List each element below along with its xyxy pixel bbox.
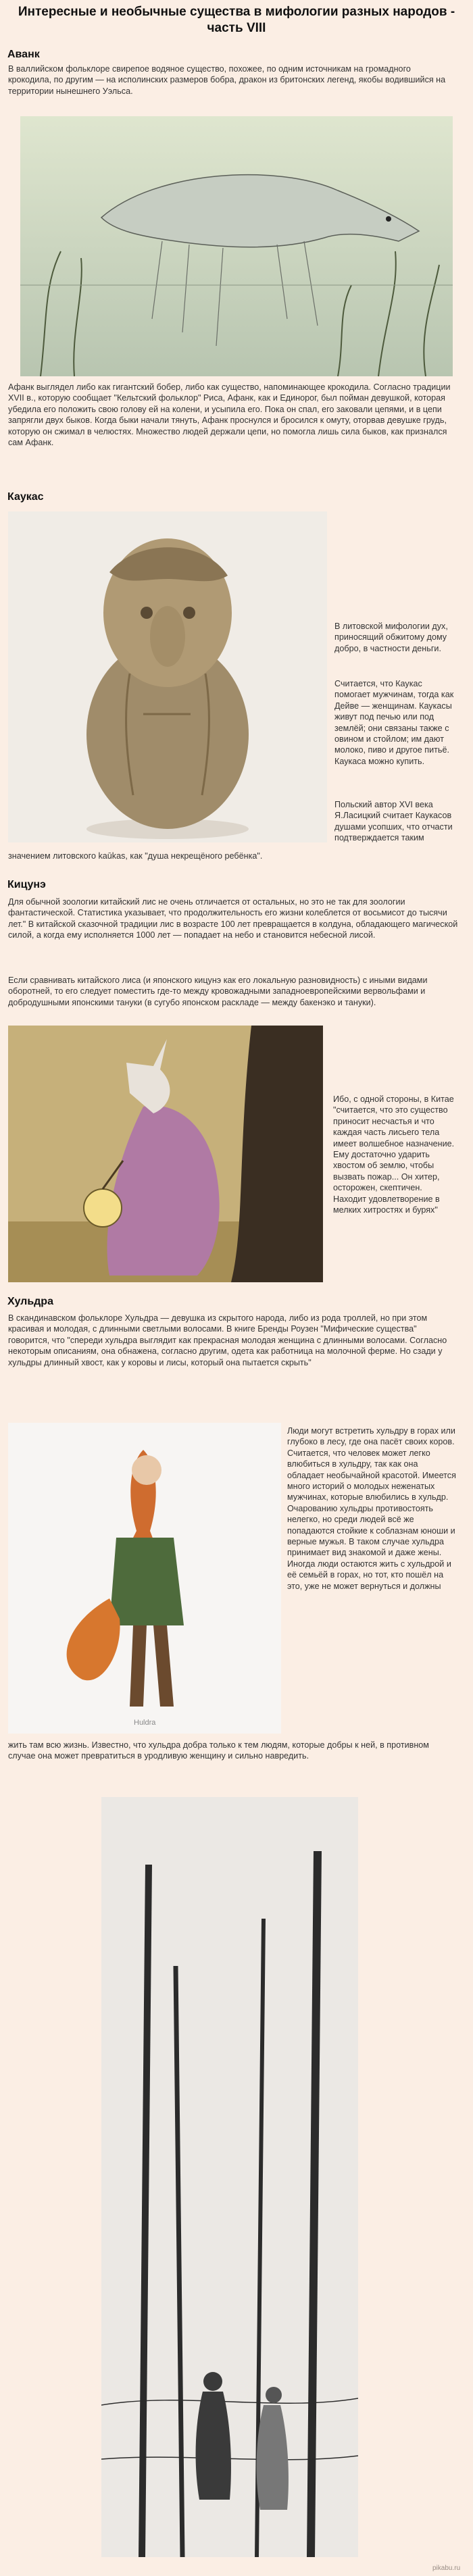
heading-huldra: Хульдра <box>7 1296 53 1307</box>
paragraph: В валлийском фольклоре свирепое водяное существо, похожее, по одним источникам на громадного крокодила, по другим — на исполинских размеров бобра, дракон из бритонских легенд, якобы водившийся на территории нынешнего Уэльса. <box>8 64 446 96</box>
paragraph: Считается, что Каукас помогает мужчинам, тогда как Дейве — женщинам. Каукасы живут под печью или под землёй; они связаны также с овином и стойлом; им дают молоко, пиво и другое питьё. Каукаса можно купить. <box>334 679 454 766</box>
paragraph: Если сравнивать китайского лиса (и японского кицунэ как его локальную разновидность) с иными видами оборотней, то его следует поместить где-то между кровожадными западноевропейскими вервольфами и добродушными японскими тануки (в сугубо японском раскладе — между бакенэко и тануки). <box>8 976 428 1007</box>
article-title: Интересные и необычные существа в мифологии разных народов - часть VIII <box>18 5 455 35</box>
heading-kaukas: Каукас <box>7 491 44 503</box>
heading-kitsune: Кицунэ <box>7 879 46 890</box>
paragraph: В литовской мифологии дух, приносящий обжитому дому добро, в частности деньги. <box>334 622 448 653</box>
kitsune-illustration <box>8 1026 323 1282</box>
avanc-illustration <box>20 116 453 376</box>
figure-caption: Huldra <box>134 1719 156 1727</box>
heading-avanc: Аванк <box>7 49 40 60</box>
paragraph: Польский автор XVI века Я.Ласицкий считает Каукасов душами усопших, что отчасти подтверждается таким <box>334 800 453 843</box>
paragraph: Ибо, с одной стороны, в Китае "считается, что это существо приносит несчастья и что каждая часть лисьего тела имеет волшебное назначение. Ему достаточно ударить хвостом об землю, чтобы вызвать пожар... Он хитер, осторожен, скептичен. Находит удовлетворение в мелких хитростях и бурях" <box>333 1094 455 1215</box>
paragraph: Афанк выглядел либо как гигантский бобер, либо как существо, напоминающее крокодила. Согласно традиции XVII в., которую сообщает "Кельтский фольклор" Риса, Афанк, как и Единорог, был пойман девушкой, которая убедила его положить свою голову ей на колени, и усыпила его. Пока он спал, его заковали цепями, и в цепи запрягли двух быков. Когда быки начали тянуть, Афанк проснулся и бросился к омуту, оторвав девушке грудь, которую он сжимал в челюстях. Множество людей держали цепи, но помогла лишь сила быков, как признался сам Афанк. <box>8 382 451 448</box>
paragraph: Для обычной зоологии китайский лис не очень отличается от остальных, но это не так для зоологии фантастической. Статистика указывает, что продолжительность его жизни колеблется от восьмисот до тысячи лет." В китайской сказочной традиции лис в возрасте 100 лет превращается в колдуна, обладающего магической силой, а когда ему исполняется 1000 лет — попадает на небо и становится небесной лисой. <box>8 897 458 940</box>
huldra-forest-engraving <box>101 1797 358 2557</box>
paragraph: В скандинавском фольклоре Хульдра — девушка из скрытого народа, либо из рода троллей, но при этом красивая и молодая, с длинными светлыми волосами. В книге Бренды Роузен "Мифические существа" говорится, что "спереди хульдра выглядит как прекрасная молодая женщина с длинными волосами. Согласно некоторым описаниям, она обнажена, согласно другим, одета как работница на молочной ферме. Но сзади у хульдры длинный хвост, как у коровы и лисы, который она пытается скрыть" <box>8 1313 447 1367</box>
paragraph: жить там всю жизнь. Известно, что хульдра добра только к тем людям, которые добры к ней, в противном случае она может превратиться в уродливую женщину и сильно навредить. <box>8 1740 429 1761</box>
paragraph: значением литовского kaūkas, как "душа некрещёного ребёнка". <box>8 851 263 861</box>
kaukas-figurine-photo <box>8 511 327 842</box>
huldra-illustration <box>8 1423 281 1734</box>
paragraph: Люди могут встретить хульдру в горах или глубоко в лесу, где она пасёт своих коров. Считается, что человек может легко влюбиться в хульдру, так как она обладает необычайной красотой. Имеется много историй о молодых неженатых мужчинах, которые влюбились в хульдр. Очарованию хульдры противостоять нелегко, но среди людей всё же попадаются стойкие к соблазнам юноши и верные мужья. В таком случае хульдра принимает вид знакомой и даже жены. Иногда люди остаются жить с хульдрой и её семьёй в горах, но тот, кто пошёл на это, уже не может вернуться и должны <box>287 1426 456 1591</box>
site-watermark: pikabu.ru <box>432 2565 461 2572</box>
